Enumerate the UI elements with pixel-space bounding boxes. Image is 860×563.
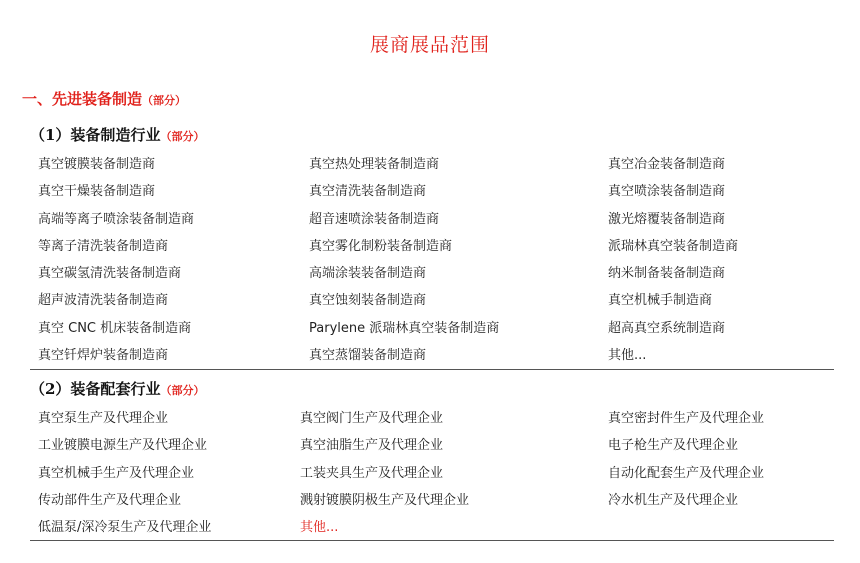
- list-item: 其他...: [608, 348, 647, 364]
- group2-partial-note: （部分）: [160, 384, 205, 397]
- list-item: 高端涂装装备制造商: [309, 266, 427, 282]
- list-item: 传动部件生产及代理企业: [38, 492, 182, 508]
- group1-heading: [30, 124, 204, 145]
- list-item: 其他...: [300, 520, 339, 536]
- list-item: 溅射镀膜阴极生产及代理企业: [300, 492, 470, 508]
- list-item: 低温泵/深冷泵生产及代理企业: [38, 520, 212, 536]
- section-heading: [22, 88, 186, 109]
- section-heading-partial-note: （部分）: [142, 94, 187, 107]
- divider: [30, 369, 834, 370]
- list-item: 超声波清洗装备制造商: [38, 293, 169, 309]
- list-item: 高端等离子喷涂装备制造商: [38, 211, 195, 227]
- list-item: 等离子清洗装备制造商: [38, 238, 169, 254]
- group2-heading-label: （2）装备配套行业: [30, 380, 161, 398]
- list-item: 真空机械手生产及代理企业: [38, 465, 195, 481]
- list-item: 真空阀门生产及代理企业: [300, 411, 444, 426]
- list-item: 真空油脂生产及代理企业: [300, 438, 444, 454]
- list-item: 工业镀膜电源生产及代理企业: [38, 438, 208, 454]
- list-item: 真空镀膜装备制造商: [38, 157, 156, 172]
- list-item: 真空 CNC 机床装备制造商: [38, 320, 192, 336]
- list-item: 真空泵生产及代理企业: [38, 411, 169, 426]
- list-item: 超高真空系统制造商: [608, 320, 726, 336]
- page-title: 展商展品范围: [369, 34, 490, 56]
- list-item: 派瑞林真空装备制造商: [608, 238, 739, 254]
- group1-heading-label: （1）装备制造行业: [30, 126, 161, 144]
- list-item: 纳米制备装备制造商: [608, 266, 726, 282]
- list-item: Parylene 派瑞林真空装备制造商: [309, 320, 500, 336]
- list-item: 真空热处理装备制造商: [309, 157, 440, 172]
- list-item: 真空机械手制造商: [608, 293, 713, 309]
- list-item: 工装夹具生产及代理企业: [300, 465, 444, 481]
- list-item: 真空蚀刻装备制造商: [309, 293, 427, 309]
- list-item: 冷水机生产及代理企业: [608, 492, 739, 508]
- list-item: 电子枪生产及代理企业: [608, 438, 739, 454]
- list-item: 激光熔覆装备制造商: [608, 211, 726, 227]
- list-item: 真空冶金装备制造商: [608, 157, 726, 172]
- list-item: 真空喷涂装备制造商: [608, 184, 726, 200]
- list-item: 自动化配套生产及代理企业: [608, 465, 765, 481]
- list-item: 真空清洗装备制造商: [309, 184, 427, 200]
- list-item: 超音速喷涂装备制造商: [309, 211, 440, 227]
- group2-heading: [30, 378, 204, 399]
- list-item: 真空碳氢清洗装备制造商: [38, 266, 182, 282]
- bottom-divider: [30, 540, 834, 541]
- list-item: 真空钎焊炉装备制造商: [38, 348, 169, 364]
- list-item: 真空蒸馏装备制造商: [309, 348, 427, 364]
- list-item: 真空干燥装备制造商: [38, 184, 156, 200]
- group1-partial-note: （部分）: [160, 130, 205, 143]
- list-item: 真空密封件生产及代理企业: [608, 411, 765, 426]
- list-item: 真空雾化制粉装备制造商: [309, 238, 453, 254]
- section-heading-label: 一、先进装备制造: [22, 90, 143, 108]
